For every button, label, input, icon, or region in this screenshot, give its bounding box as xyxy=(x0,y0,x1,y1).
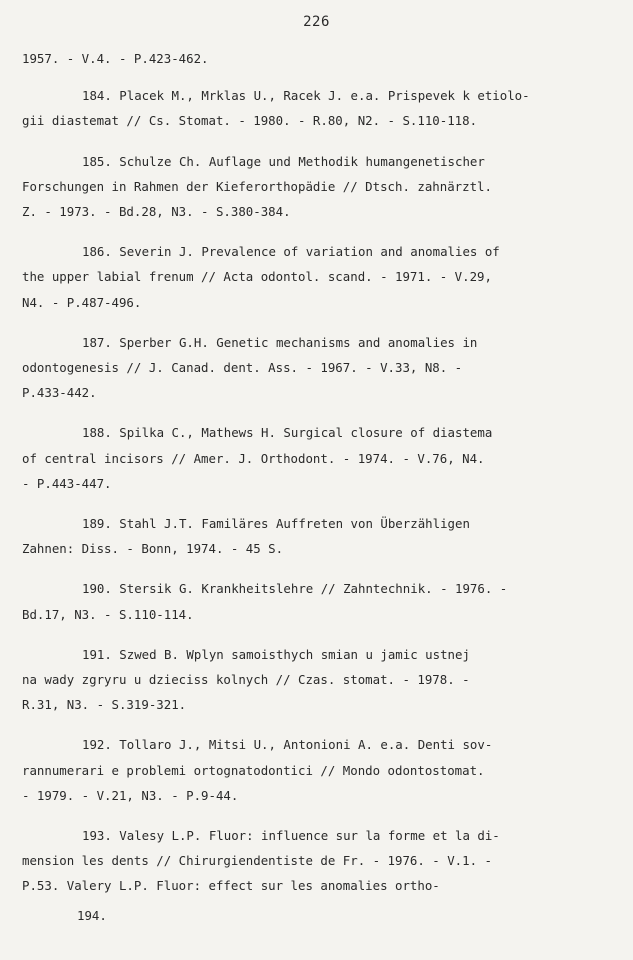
entry-line: 187. Sperber G.H. Genetic mechanisms and anomalies in xyxy=(82,334,478,350)
entry-line: Zahnen: Diss. - Bonn, 1974. - 45 S. xyxy=(22,541,284,557)
entry-line: 189. Stahl J.T. Familäres Auffreten von Überzähligen xyxy=(82,516,470,532)
page-number: 226 xyxy=(303,14,330,30)
entry-line: Z. - 1973. - Bd.28, N3. - S.380-384. xyxy=(22,204,291,220)
entry-line: gii diastemat // Cs. Stomat. - 1980. - R.80, N2. - S.110-118. xyxy=(22,113,478,129)
entry-194 xyxy=(22,903,611,928)
entry-line: P.53. Valery L.P. Fluor: effect sur les anomalies ortho- xyxy=(22,878,440,894)
entry-line: rannumerari e problemi ortognatodontici // Mondo odontostomat. xyxy=(22,762,485,778)
entry-line: mension les dents // Chirurgiendentiste de Fr. - 1976. - V.1. - xyxy=(22,853,492,869)
entry-line: 185. Schulze Ch. Auflage und Methodik humangenetischer xyxy=(82,153,485,169)
entry-188 xyxy=(22,420,611,496)
entry-line: P.433-442. xyxy=(22,385,97,401)
entry-line: 192. Tollaro J., Mitsi U., Antonioni A. e.a. Denti sov- xyxy=(82,737,493,753)
entry-line: 1957. - V.4. - P.423-462. xyxy=(22,51,209,66)
entry-190 xyxy=(22,576,611,626)
entry-192 xyxy=(22,732,611,808)
entry-continuation xyxy=(22,46,611,71)
entry-191 xyxy=(22,642,611,718)
entry-line: N4. - P.487-496. xyxy=(22,294,142,310)
entry-line: 188. Spilka C., Mathews H. Surgical closure of diastema xyxy=(82,425,493,441)
entry-186 xyxy=(22,239,611,315)
bibliography-list xyxy=(22,46,611,928)
entry-line: - P.443-447. xyxy=(22,475,112,491)
entry-185 xyxy=(22,149,611,225)
entry-line: Forschungen in Rahmen der Kieferorthopädie // Dtsch. zahnärztl. xyxy=(22,178,492,194)
entry-189 xyxy=(22,511,611,561)
entry-line: 190. Stersik G. Krankheitslehre // Zahntechnik. - 1976. - xyxy=(82,581,508,597)
entry-line: na wady zgryru u dzieciss kolnych // Czas. stomat. - 1978. - xyxy=(22,672,470,688)
entry-line: 193. Valesy L.P. Fluor: influence sur la forme et la di- xyxy=(82,828,500,844)
entry-184 xyxy=(22,83,611,133)
entry-line: 194. xyxy=(77,907,107,923)
entry-193 xyxy=(22,823,611,899)
entry-line: odontogenesis // J. Canad. dent. Ass. - 1967. - V.33, N8. - xyxy=(22,360,463,376)
entry-line: 184. Placek M., Mrklas U., Racek J. e.a. Prispevek k etiolo- xyxy=(82,88,530,104)
entry-line: the upper labial frenum // Acta odontol. scand. - 1971. - V.29, xyxy=(22,269,492,285)
entry-line: - 1979. - V.21, N3. - P.9-44. xyxy=(22,787,239,803)
entry-line: 186. Severin J. Prevalence of variation and anomalies of xyxy=(82,244,500,260)
entry-line: 191. Szwed B. Wplyn samoisthych smian u jamic ustnej xyxy=(82,646,470,662)
entry-line: of central incisors // Amer. J. Orthodont. - 1974. - V.76, N4. xyxy=(22,450,485,466)
entry-line: Bd.17, N3. - S.110-114. xyxy=(22,606,194,622)
entry-187 xyxy=(22,330,611,406)
entry-line: R.31, N3. - S.319-321. xyxy=(22,697,187,713)
